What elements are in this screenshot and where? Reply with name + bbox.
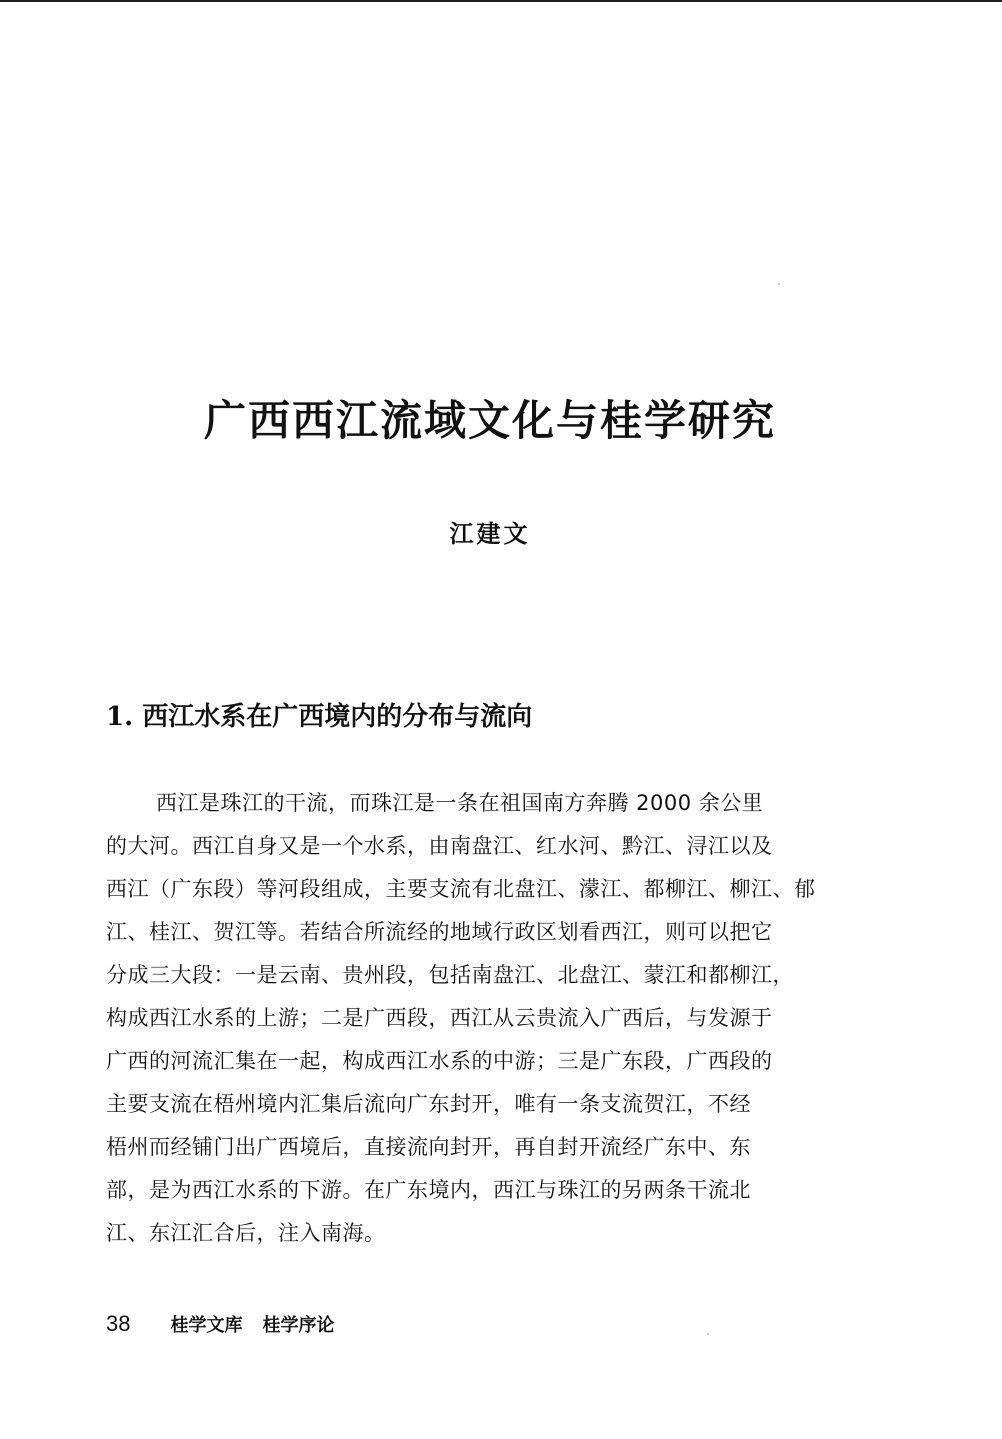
body-line: 部，是为西江水系的下游。在广东境内，西江与珠江的另两条干流北	[106, 1178, 751, 1202]
body-line: 广西的河流汇集在一起，构成西江水系的中游；三是广东段，广西段的	[106, 1049, 773, 1073]
body-line: 的大河。西江自身又是一个水系，由南盘江、红水河、黔江、浔江以及	[106, 834, 773, 858]
running-subtitle: 桂学序论	[262, 1315, 335, 1336]
body-line: 江、桂江、贺江等。若结合所流经的地域行政区划看西江，则可以把它	[106, 920, 773, 944]
top-border-rule	[0, 0, 1002, 2]
body-line: 分成三大段：一是云南、贵州段，包括南盘江、北盘江、蒙江和都柳江，	[106, 963, 794, 987]
body-paragraph	[106, 782, 876, 1255]
body-line: 构成西江水系的上游；二是广西段，西江从云贵流入广西后，与发源于	[106, 1006, 773, 1030]
body-line: 西江是珠江的干流，而珠江是一条在祖国南方奔腾 2000 余公里	[156, 791, 764, 815]
article-title: 广西西江流域文化与桂学研究	[203, 396, 776, 445]
body-line: 江、东江汇合后，注入南海。	[106, 1221, 386, 1245]
body-line: 梧州而经铺门出广西境后，直接流向封开，再自封开流经广东中、东	[106, 1135, 751, 1159]
scan-speck	[707, 1333, 709, 1335]
page-number: 38	[106, 1311, 131, 1336]
body-line: 西江（广东段）等河段组成，主要支流有北盘江、濛江、都柳江、柳江、郁	[106, 877, 816, 901]
section-heading: 1. 西江水系在广西境内的分布与流向	[106, 702, 533, 732]
running-title: 桂学文库	[170, 1315, 243, 1336]
body-line: 主要支流在梧州境内汇集后流向广东封开，唯有一条支流贺江，不经	[106, 1092, 751, 1116]
page-footer	[106, 1311, 334, 1341]
scan-speck	[778, 283, 780, 285]
author-name: 江建文	[449, 519, 531, 548]
